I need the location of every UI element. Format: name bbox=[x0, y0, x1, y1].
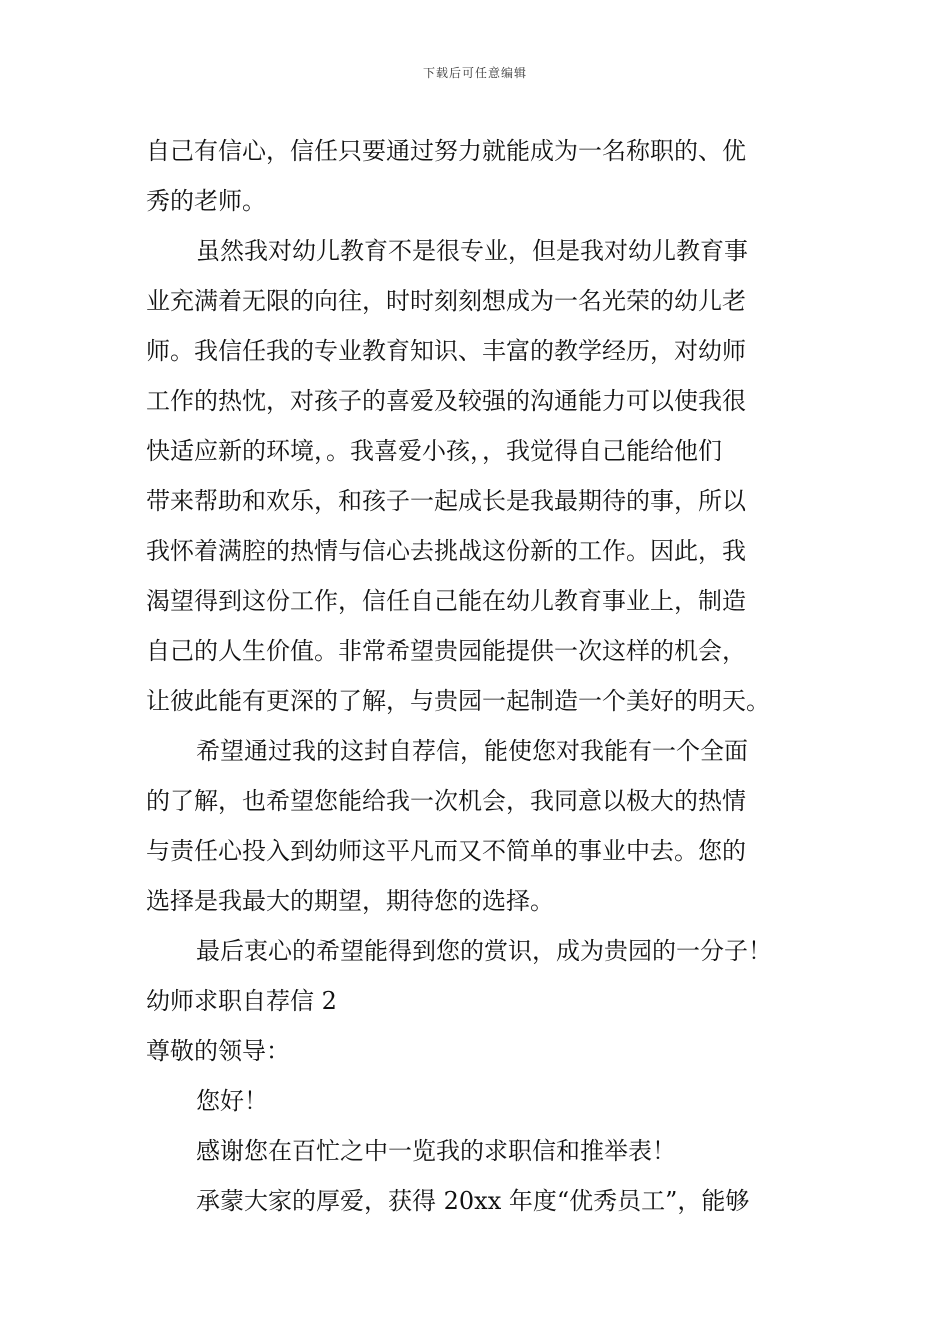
text-line: 感谢您在百忙之中一览我的求职信和推举表！ bbox=[196, 1137, 676, 1165]
text-line: 带来帮助和欢乐，和孩子一起成长是我最期待的事，所以 bbox=[146, 487, 746, 515]
text-line: 渴望得到这份工作，信任自己能在幼儿教育事业上，制造 bbox=[146, 587, 746, 615]
text-line: 我怀着满腔的热情与信心去挑战这份新的工作。因此，我 bbox=[146, 537, 746, 565]
salutation: 尊敬的领导： bbox=[146, 1037, 290, 1065]
text-line: 秀的老师。 bbox=[146, 187, 266, 215]
text-line: 虽然我对幼儿教育不是很专业，但是我对幼儿教育事 bbox=[196, 237, 748, 265]
text-line: 希望通过我的这封自荐信，能使您对我能有一个全面 bbox=[196, 737, 748, 765]
document-body bbox=[146, 126, 806, 1226]
text-line: 选择是我最大的期望，期待您的选择。 bbox=[146, 887, 554, 915]
text-line: 与责任心投入到幼师这平凡而又不简单的事业中去。您的 bbox=[146, 837, 746, 865]
text-line: 师。我信任我的专业教育知识、丰富的教学经历，对幼师 bbox=[146, 337, 746, 365]
text-line: 自己有信心，信任只要通过努力就能成为一名称职的、优 bbox=[146, 137, 746, 165]
page-header-note: 下载后可任意编辑 bbox=[422, 66, 527, 80]
text-line: 承蒙大家的厚爱，获得 20xx 年度“优秀员工”，能够 bbox=[196, 1187, 750, 1215]
section-title: 幼师求职自荐信 2 bbox=[146, 987, 337, 1015]
greeting: 您好！ bbox=[196, 1087, 268, 1115]
text-line: 快适应新的环境，。我喜爱小孩，，我觉得自己能给他们 bbox=[146, 437, 722, 465]
text-line: 的了解，也希望您能给我一次机会，我同意以极大的热情 bbox=[146, 787, 746, 815]
text-line: 最后衷心的希望能得到您的赏识，成为贵园的一分子！ bbox=[196, 937, 772, 965]
text-line: 业充满着无限的向往，时时刻刻想成为一名光荣的幼儿老 bbox=[146, 287, 746, 315]
text-line: 自己的人生价值。非常希望贵园能提供一次这样的机会， bbox=[146, 637, 746, 665]
text-line: 让彼此能有更深的了解，与贵园一起制造一个美好的明天。 bbox=[146, 687, 770, 715]
text-line: 工作的热忱，对孩子的喜爱及较强的沟通能力可以使我很 bbox=[146, 387, 746, 415]
